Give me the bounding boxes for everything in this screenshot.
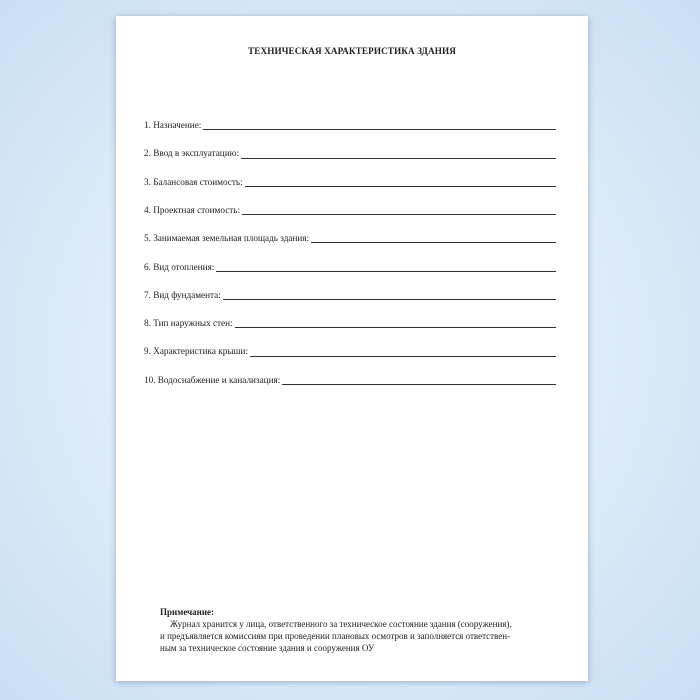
field-label: 7. Вид фундамента: — [144, 289, 221, 300]
fill-in-line — [216, 263, 556, 272]
field-heating-type — [144, 243, 556, 271]
field-label: 2. Ввод в эксплуатацию: — [144, 148, 240, 159]
field-label: 3. Балансовая стоимость: — [144, 176, 243, 187]
field-label: 6. Вид отопления: — [144, 261, 215, 272]
note-title: Примечание: — [160, 607, 215, 617]
fill-in-line — [311, 234, 556, 243]
field-label: 9. Характеристика крыши: — [144, 346, 249, 357]
note-block — [160, 606, 560, 654]
field-land-area — [144, 215, 556, 243]
field-list — [144, 102, 556, 385]
fill-in-line — [203, 121, 556, 130]
field-roof — [144, 328, 556, 356]
field-exterior-walls — [144, 300, 556, 328]
fill-in-line — [223, 291, 556, 300]
page-title: ТЕХНИЧЕСКАЯ ХАРАКТЕРИСТИКА ЗДАНИЯ — [248, 46, 456, 56]
field-water-sewerage — [144, 357, 556, 385]
fill-in-line — [241, 150, 556, 159]
field-label: 5. Занимаемая земельная площадь здания: — [144, 233, 310, 244]
field-label: 1. Назначение: — [144, 120, 202, 131]
fill-in-line — [245, 178, 556, 187]
field-purpose — [144, 102, 556, 130]
field-book-value — [144, 159, 556, 187]
document-page — [116, 16, 588, 681]
fill-in-line — [235, 319, 556, 328]
fill-in-line — [250, 348, 556, 357]
field-label: 4. Проектная стоимость: — [144, 204, 241, 215]
field-foundation-type — [144, 272, 556, 300]
field-design-cost — [144, 187, 556, 215]
fill-in-line — [242, 206, 556, 215]
note-line: ным за техническое состояние здания и сооружения ОУ — [160, 643, 375, 653]
field-label: 10. Водоснабжение и канализация: — [144, 374, 281, 385]
note-line: и предъявляется комиссиям при проведении плановых осмотров и заполняется ответствен- — [160, 631, 511, 641]
note-line: Журнал хранится у лица, ответственного за техническое состояние здания (сооружения), — [170, 619, 512, 629]
field-commissioning — [144, 130, 556, 158]
fill-in-line — [282, 376, 556, 385]
field-label: 8. Тип наружных стен: — [144, 318, 233, 329]
